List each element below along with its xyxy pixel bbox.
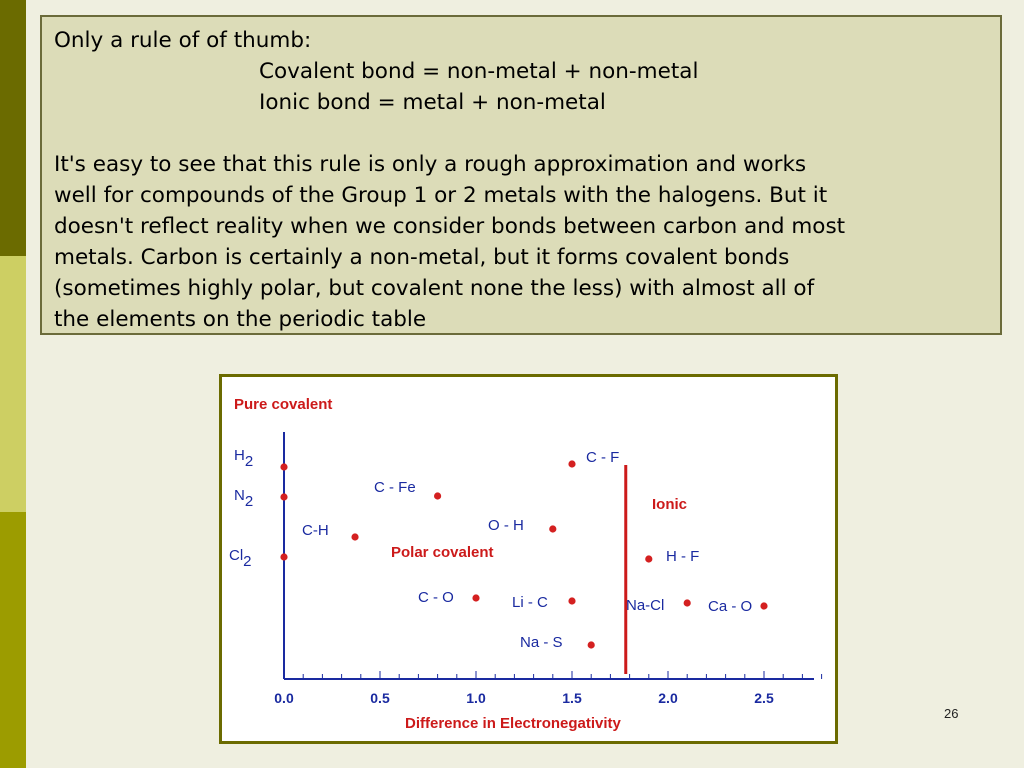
point-h2 [280,463,287,470]
text-box [40,15,1002,335]
body-line-4: metals. Carbon is certainly a non-metal, but it forms covalent bonds [54,245,790,270]
point-n2 [280,493,287,500]
paragraph-spacer [54,118,990,149]
x-tick-label: 1.0 [466,690,486,706]
point-c-f [568,460,575,467]
decor-strip-bottom [0,512,26,768]
body-line-6: the elements on the periodic table [54,307,427,332]
body-line-3: doesn't reflect reality when we consider bonds between carbon and most [54,214,846,239]
point-ca-o [760,602,767,609]
point-na-s [588,641,595,648]
ionic-label: Ionic [652,496,688,513]
body-line-1: It's easy to see that this rule is only a rough approximation and works [54,152,807,177]
x-tick-label: 2.0 [658,690,678,706]
point-c-h [351,533,358,540]
point-label-c-o: C - O [418,589,454,606]
slide-number: 26 [944,706,959,721]
point-label-cl2: Cl2 [229,547,252,570]
point-label-c-h: C-H [302,522,329,539]
x-tick-label: 0.0 [274,690,294,706]
point-label-h-f: H - F [666,548,700,565]
x-tick-label: 2.5 [754,690,774,706]
point-li-c [568,597,575,604]
point-label-c-f: C - F [586,449,620,466]
x-tick-label: 1.5 [562,690,582,706]
x-axis-title: Difference in Electronegativity [405,715,621,732]
decor-strip-top [0,0,26,256]
rule-heading: Only a rule of of thumb: [54,28,312,53]
point-label-o-h: O - H [488,517,524,534]
ionic-rule: Ionic bond = metal + non-metal [259,90,606,115]
point-c-o [472,594,479,601]
point-cl2 [280,553,287,560]
point-label-ca-o: Ca - O [708,598,753,615]
body-line-2: well for compounds of the Group 1 or 2 metals with the halogens. But it [54,183,828,208]
point-label-n2: N2 [234,487,254,510]
point-h-f [645,555,652,562]
chart-svg [222,377,835,741]
covalent-rule: Covalent bond = non-metal + non-metal [259,59,699,84]
decor-strip-middle [0,256,26,512]
point-label-na-cl: Na-Cl [626,597,665,614]
point-na-cl [684,599,691,606]
point-label-h2: H2 [234,447,254,470]
point-o-h [549,525,556,532]
point-label-li-c: Li - C [512,594,548,611]
point-c-fe [434,492,441,499]
body-line-5: (sometimes highly polar, but covalent none the less) with almost all of [54,276,815,301]
point-label-na-s: Na - S [520,634,563,651]
polar-covalent-label: Polar covalent [391,544,494,561]
x-tick-label: 0.5 [370,690,390,706]
electronegativity-chart [219,374,838,744]
pure-covalent-label: Pure covalent [234,396,333,413]
point-label-c-fe: C - Fe [374,479,416,496]
